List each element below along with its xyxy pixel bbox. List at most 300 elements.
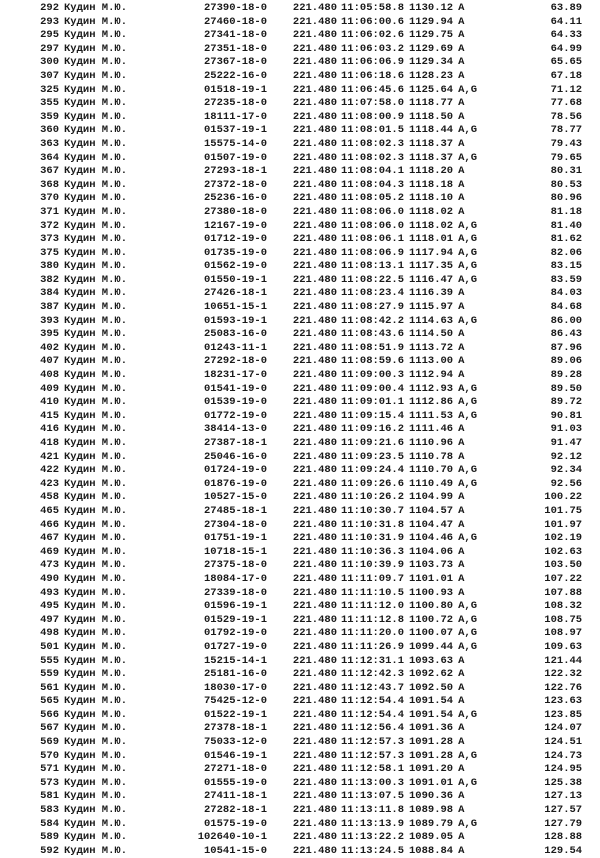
table-row — [35, 682, 582, 696]
cell-coefficient: 127.13 — [544, 790, 583, 803]
cell-name: Кудин М.Ю. — [64, 776, 128, 789]
table-row — [35, 206, 582, 220]
cell-name: Кудин М.Ю. — [64, 137, 128, 150]
cell-speed: 1091.54 — [409, 695, 454, 708]
cell-place: 501 — [40, 640, 59, 653]
cell-speed: 1116.47 — [409, 273, 454, 286]
table-row — [35, 627, 582, 641]
cell-name: Кудин М.Ю. — [64, 627, 128, 640]
cell-place: 592 — [40, 844, 59, 857]
table-row — [35, 505, 582, 519]
cell-place: 571 — [40, 763, 59, 776]
cell-coefficient: 83.15 — [550, 260, 583, 273]
cell-place: 415 — [40, 409, 59, 422]
cell-coefficient: 77.68 — [550, 97, 583, 110]
cell-flag: A — [458, 301, 465, 314]
table-row — [35, 56, 582, 70]
cell-place: 402 — [40, 341, 59, 354]
cell-ring-id: 01550-19-1 — [203, 273, 267, 286]
cell-coefficient: 78.77 — [550, 124, 583, 137]
cell-speed: 1089.79 — [409, 817, 454, 830]
cell-coefficient: 87.96 — [550, 341, 583, 354]
cell-coefficient: 92.34 — [550, 464, 583, 477]
cell-flag: A — [458, 572, 465, 585]
cell-speed: 1089.05 — [409, 831, 454, 844]
cell-speed: 1125.64 — [409, 83, 454, 96]
cell-arrival-time: 11:08:04.1 — [341, 165, 405, 178]
cell-speed: 1114.63 — [409, 314, 454, 327]
cell-ring-id: 15575-14-0 — [203, 137, 267, 150]
cell-ring-id: 01562-19-0 — [203, 260, 267, 273]
cell-name: Кудин М.Ю. — [64, 804, 128, 817]
cell-name: Кудин М.Ю. — [64, 790, 128, 803]
cell-ring-id: 27485-18-1 — [203, 504, 267, 517]
cell-ring-id: 25181-16-0 — [203, 668, 267, 681]
cell-flag: A — [458, 97, 465, 110]
cell-arrival-time: 11:10:30.7 — [341, 504, 405, 517]
cell-place: 570 — [40, 749, 59, 762]
cell-arrival-time: 11:11:12.8 — [341, 613, 405, 626]
cell-place: 569 — [40, 736, 59, 749]
cell-speed: 1129.75 — [409, 29, 454, 42]
cell-distance: 221.480 — [292, 749, 337, 762]
cell-ring-id: 10718-15-1 — [203, 545, 267, 558]
cell-flag: A — [458, 69, 465, 82]
cell-coefficient: 90.81 — [550, 409, 583, 422]
cell-place: 384 — [40, 287, 59, 300]
cell-distance: 221.480 — [292, 844, 337, 857]
cell-ring-id: 27293-18-1 — [203, 165, 267, 178]
cell-distance: 221.480 — [292, 532, 337, 545]
cell-place: 495 — [40, 600, 59, 613]
results-table-body — [35, 2, 582, 858]
cell-distance: 221.480 — [292, 233, 337, 246]
cell-coefficient: 128.88 — [544, 831, 583, 844]
cell-place: 581 — [40, 790, 59, 803]
cell-speed: 1110.70 — [409, 464, 454, 477]
cell-name: Кудин М.Ю. — [64, 708, 128, 721]
cell-coefficient: 122.32 — [544, 668, 583, 681]
table-row — [35, 220, 582, 234]
cell-coefficient: 109.63 — [544, 640, 583, 653]
cell-ring-id: 01529-19-1 — [203, 613, 267, 626]
cell-distance: 221.480 — [292, 301, 337, 314]
cell-flag: A,G — [458, 83, 478, 96]
cell-place: 355 — [40, 97, 59, 110]
cell-flag: A,G — [458, 749, 478, 762]
cell-flag: A,G — [458, 817, 478, 830]
cell-place: 418 — [40, 437, 59, 449]
cell-distance: 221.480 — [292, 178, 337, 191]
cell-place: 382 — [40, 273, 59, 286]
table-row — [35, 43, 582, 57]
cell-place: 371 — [40, 205, 59, 218]
cell-coefficient: 89.28 — [550, 369, 583, 382]
results-table — [35, 2, 582, 858]
cell-arrival-time: 11:13:24.5 — [341, 844, 405, 857]
cell-coefficient: 123.85 — [544, 708, 583, 721]
table-row — [35, 287, 582, 301]
cell-place: 490 — [40, 572, 59, 585]
table-row — [35, 763, 582, 777]
cell-flag: A — [458, 545, 465, 558]
cell-flag: A,G — [458, 532, 478, 545]
cell-place: 292 — [40, 2, 59, 14]
table-row — [35, 831, 582, 845]
cell-arrival-time: 11:10:26.2 — [341, 491, 405, 504]
table-row — [35, 124, 582, 138]
cell-ring-id: 27235-18-0 — [203, 97, 267, 110]
table-row — [35, 722, 582, 736]
cell-place: 493 — [40, 586, 59, 599]
cell-ring-id: 27380-18-0 — [203, 205, 267, 218]
cell-place: 473 — [40, 559, 59, 572]
cell-speed: 1110.96 — [409, 437, 454, 449]
cell-flag: A — [458, 586, 465, 599]
table-row — [35, 519, 582, 533]
cell-name: Кудин М.Ю. — [64, 219, 128, 232]
cell-speed: 1116.39 — [409, 287, 454, 300]
cell-arrival-time: 11:08:27.9 — [341, 301, 405, 314]
cell-place: 589 — [40, 831, 59, 844]
cell-distance: 221.480 — [292, 219, 337, 232]
cell-flag: A — [458, 518, 465, 531]
cell-flag: A,G — [458, 464, 478, 477]
cell-arrival-time: 11:09:23.5 — [341, 450, 405, 463]
cell-flag: A — [458, 29, 465, 42]
cell-name: Кудин М.Ю. — [64, 668, 128, 681]
cell-name: Кудин М.Ю. — [64, 613, 128, 626]
cell-flag: A — [458, 15, 465, 28]
cell-speed: 1118.50 — [409, 110, 454, 123]
cell-distance: 221.480 — [292, 423, 337, 436]
cell-coefficient: 108.97 — [544, 627, 583, 640]
cell-place: 307 — [40, 69, 59, 82]
cell-place: 300 — [40, 56, 59, 69]
cell-ring-id: 27460-18-0 — [203, 15, 267, 28]
cell-coefficient: 89.50 — [550, 382, 583, 395]
cell-flag: A — [458, 369, 465, 382]
cell-ring-id: 01507-19-0 — [203, 151, 267, 164]
cell-distance: 221.480 — [292, 763, 337, 776]
cell-arrival-time: 11:06:00.6 — [341, 15, 405, 28]
cell-distance: 221.480 — [292, 341, 337, 354]
cell-name: Кудин М.Ю. — [64, 151, 128, 164]
cell-coefficient: 100.22 — [544, 491, 583, 504]
cell-flag: A — [458, 355, 465, 368]
table-row — [35, 301, 582, 315]
cell-name: Кудин М.Ю. — [64, 341, 128, 354]
cell-name: Кудин М.Ю. — [64, 192, 128, 205]
table-row — [35, 668, 582, 682]
cell-distance: 221.480 — [292, 314, 337, 327]
cell-name: Кудин М.Ю. — [64, 396, 128, 409]
cell-coefficient: 123.63 — [544, 695, 583, 708]
cell-name: Кудин М.Ю. — [64, 654, 128, 667]
cell-arrival-time: 11:13:00.3 — [341, 776, 405, 789]
cell-coefficient: 127.57 — [544, 804, 583, 817]
cell-coefficient: 89.72 — [550, 396, 583, 409]
cell-ring-id: 01724-19-0 — [203, 464, 267, 477]
cell-flag: A,G — [458, 627, 478, 640]
cell-coefficient: 79.65 — [550, 151, 583, 164]
cell-place: 407 — [40, 355, 59, 368]
cell-distance: 221.480 — [292, 137, 337, 150]
cell-ring-id: 01575-19-0 — [203, 817, 267, 830]
cell-coefficient: 124.07 — [544, 722, 583, 735]
cell-distance: 221.480 — [292, 192, 337, 205]
cell-speed: 1129.69 — [409, 42, 454, 55]
table-row — [35, 315, 582, 329]
cell-ring-id: 01751-19-1 — [203, 532, 267, 545]
cell-ring-id: 10527-15-0 — [203, 491, 267, 504]
table-row — [35, 16, 582, 30]
cell-ring-id: 18084-17-0 — [203, 572, 267, 585]
cell-arrival-time: 11:13:22.2 — [341, 831, 405, 844]
cell-place: 565 — [40, 695, 59, 708]
cell-coefficient: 103.50 — [544, 559, 583, 572]
cell-speed: 1088.84 — [409, 844, 454, 857]
cell-speed: 1110.49 — [409, 477, 454, 490]
cell-ring-id: 102640-10-1 — [197, 831, 267, 844]
cell-coefficient: 84.03 — [550, 287, 583, 300]
cell-ring-id: 01555-19-0 — [203, 776, 267, 789]
cell-coefficient: 108.75 — [544, 613, 583, 626]
cell-name: Кудин М.Ю. — [64, 69, 128, 82]
cell-ring-id: 75033-12-0 — [203, 736, 267, 749]
cell-name: Кудин М.Ю. — [64, 586, 128, 599]
cell-coefficient: 124.73 — [544, 749, 583, 762]
cell-coefficient: 101.75 — [544, 504, 583, 517]
cell-speed: 1104.99 — [409, 491, 454, 504]
cell-place: 584 — [40, 817, 59, 830]
cell-distance: 221.480 — [292, 273, 337, 286]
cell-name: Кудин М.Ю. — [64, 763, 128, 776]
cell-flag: A — [458, 178, 465, 191]
table-row — [35, 410, 582, 424]
cell-coefficient: 80.53 — [550, 178, 583, 191]
cell-coefficient: 81.18 — [550, 205, 583, 218]
table-row — [35, 396, 582, 410]
cell-ring-id: 25083-16-0 — [203, 328, 267, 341]
cell-name: Кудин М.Ю. — [64, 382, 128, 395]
cell-name: Кудин М.Ю. — [64, 518, 128, 531]
cell-arrival-time: 11:06:18.6 — [341, 69, 405, 82]
cell-flag: A — [458, 844, 465, 857]
cell-place: 573 — [40, 776, 59, 789]
cell-coefficient: 63.89 — [550, 2, 583, 14]
cell-ring-id: 01546-19-1 — [203, 749, 267, 762]
cell-speed: 1112.86 — [409, 396, 454, 409]
cell-coefficient: 78.56 — [550, 110, 583, 123]
cell-flag: A — [458, 695, 465, 708]
cell-speed: 1118.02 — [409, 205, 454, 218]
cell-distance: 221.480 — [292, 287, 337, 300]
table-row — [35, 355, 582, 369]
cell-name: Кудин М.Ю. — [64, 165, 128, 178]
cell-name: Кудин М.Ю. — [64, 56, 128, 69]
cell-arrival-time: 11:12:42.3 — [341, 668, 405, 681]
cell-coefficient: 81.62 — [550, 233, 583, 246]
table-row — [35, 29, 582, 43]
table-row — [35, 491, 582, 505]
cell-distance: 221.480 — [292, 369, 337, 382]
cell-distance: 221.480 — [292, 613, 337, 626]
cell-coefficient: 102.19 — [544, 532, 583, 545]
cell-place: 395 — [40, 328, 59, 341]
cell-speed: 1118.77 — [409, 97, 454, 110]
cell-speed: 1129.34 — [409, 56, 454, 69]
cell-place: 367 — [40, 165, 59, 178]
cell-distance: 221.480 — [292, 83, 337, 96]
cell-arrival-time: 11:08:05.2 — [341, 192, 405, 205]
cell-ring-id: 01593-19-1 — [203, 314, 267, 327]
cell-flag: A — [458, 790, 465, 803]
cell-distance: 221.480 — [292, 776, 337, 789]
cell-place: 373 — [40, 233, 59, 246]
cell-arrival-time: 11:06:02.6 — [341, 29, 405, 42]
cell-flag: A — [458, 137, 465, 150]
table-row — [35, 614, 582, 628]
cell-speed: 1091.54 — [409, 708, 454, 721]
table-row — [35, 573, 582, 587]
cell-arrival-time: 11:08:04.3 — [341, 178, 405, 191]
cell-arrival-time: 11:09:21.6 — [341, 437, 405, 449]
cell-distance: 221.480 — [292, 29, 337, 42]
table-row — [35, 70, 582, 84]
cell-coefficient: 124.95 — [544, 763, 583, 776]
cell-name: Кудин М.Ю. — [64, 328, 128, 341]
cell-speed: 1113.00 — [409, 355, 454, 368]
cell-speed: 1112.93 — [409, 382, 454, 395]
cell-distance: 221.480 — [292, 165, 337, 178]
cell-ring-id: 27390-18-0 — [203, 2, 267, 14]
cell-flag: A — [458, 668, 465, 681]
cell-distance: 221.480 — [292, 722, 337, 735]
table-row — [35, 641, 582, 655]
cell-flag: A,G — [458, 382, 478, 395]
cell-place: 423 — [40, 477, 59, 490]
cell-place: 422 — [40, 464, 59, 477]
cell-ring-id: 27339-18-0 — [203, 586, 267, 599]
cell-speed: 1100.72 — [409, 613, 454, 626]
cell-name: Кудин М.Ю. — [64, 722, 128, 735]
cell-flag: A,G — [458, 273, 478, 286]
cell-place: 465 — [40, 504, 59, 517]
table-row — [35, 736, 582, 750]
cell-coefficient: 107.88 — [544, 586, 583, 599]
cell-arrival-time: 11:08:59.6 — [341, 355, 405, 368]
cell-distance: 221.480 — [292, 817, 337, 830]
cell-distance: 221.480 — [292, 205, 337, 218]
cell-speed: 1113.72 — [409, 341, 454, 354]
cell-distance: 221.480 — [292, 355, 337, 368]
cell-coefficient: 80.96 — [550, 192, 583, 205]
cell-distance: 221.480 — [292, 654, 337, 667]
cell-speed: 1100.93 — [409, 586, 454, 599]
cell-speed: 1128.23 — [409, 69, 454, 82]
table-row — [35, 165, 582, 179]
cell-distance: 221.480 — [292, 409, 337, 422]
cell-flag: A,G — [458, 151, 478, 164]
cell-flag: A — [458, 341, 465, 354]
cell-distance: 221.480 — [292, 437, 337, 449]
cell-name: Кудин М.Ю. — [64, 301, 128, 314]
table-row — [35, 274, 582, 288]
cell-place: 295 — [40, 29, 59, 42]
cell-flag: A — [458, 804, 465, 817]
cell-name: Кудин М.Ю. — [64, 2, 128, 14]
cell-name: Кудин М.Ю. — [64, 477, 128, 490]
cell-flag: A,G — [458, 640, 478, 653]
cell-arrival-time: 11:08:00.9 — [341, 110, 405, 123]
cell-flag: A — [458, 328, 465, 341]
cell-name: Кудин М.Ю. — [64, 124, 128, 137]
cell-flag: A,G — [458, 246, 478, 259]
cell-place: 408 — [40, 369, 59, 382]
cell-distance: 221.480 — [292, 110, 337, 123]
cell-flag: A — [458, 681, 465, 694]
table-row — [35, 233, 582, 247]
cell-arrival-time: 11:12:56.4 — [341, 722, 405, 735]
cell-speed: 1093.63 — [409, 654, 454, 667]
cell-speed: 1092.50 — [409, 681, 454, 694]
cell-place: 458 — [40, 491, 59, 504]
cell-coefficient: 86.00 — [550, 314, 583, 327]
cell-place: 497 — [40, 613, 59, 626]
cell-distance: 221.480 — [292, 804, 337, 817]
cell-coefficient: 91.03 — [550, 423, 583, 436]
table-row — [35, 328, 582, 342]
cell-arrival-time: 11:12:58.1 — [341, 763, 405, 776]
cell-speed: 1091.01 — [409, 776, 454, 789]
cell-speed: 1104.06 — [409, 545, 454, 558]
cell-flag: A,G — [458, 260, 478, 273]
cell-speed: 1114.50 — [409, 328, 454, 341]
table-row — [35, 777, 582, 791]
cell-arrival-time: 11:12:57.3 — [341, 736, 405, 749]
cell-speed: 1118.37 — [409, 151, 454, 164]
cell-speed: 1091.36 — [409, 722, 454, 735]
cell-arrival-time: 11:13:07.5 — [341, 790, 405, 803]
table-row — [35, 587, 582, 601]
cell-distance: 221.480 — [292, 627, 337, 640]
cell-name: Кудин М.Ю. — [64, 749, 128, 762]
cell-name: Кудин М.Ю. — [64, 233, 128, 246]
cell-coefficient: 86.43 — [550, 328, 583, 341]
cell-place: 409 — [40, 382, 59, 395]
cell-coefficient: 84.68 — [550, 301, 583, 314]
cell-flag: A — [458, 491, 465, 504]
cell-distance: 221.480 — [292, 97, 337, 110]
cell-coefficient: 129.54 — [544, 844, 583, 857]
cell-speed: 1103.73 — [409, 559, 454, 572]
cell-flag: A,G — [458, 477, 478, 490]
cell-ring-id: 18030-17-0 — [203, 681, 267, 694]
cell-arrival-time: 11:12:57.3 — [341, 749, 405, 762]
table-row — [35, 818, 582, 832]
cell-flag: A — [458, 423, 465, 436]
cell-arrival-time: 11:06:03.2 — [341, 42, 405, 55]
cell-ring-id: 18111-17-0 — [203, 110, 267, 123]
cell-name: Кудин М.Ю. — [64, 559, 128, 572]
cell-ring-id: 27426-18-1 — [203, 287, 267, 300]
cell-place: 293 — [40, 15, 59, 28]
table-row — [35, 342, 582, 356]
cell-place: 370 — [40, 192, 59, 205]
cell-flag: A,G — [458, 776, 478, 789]
cell-name: Кудин М.Ю. — [64, 260, 128, 273]
